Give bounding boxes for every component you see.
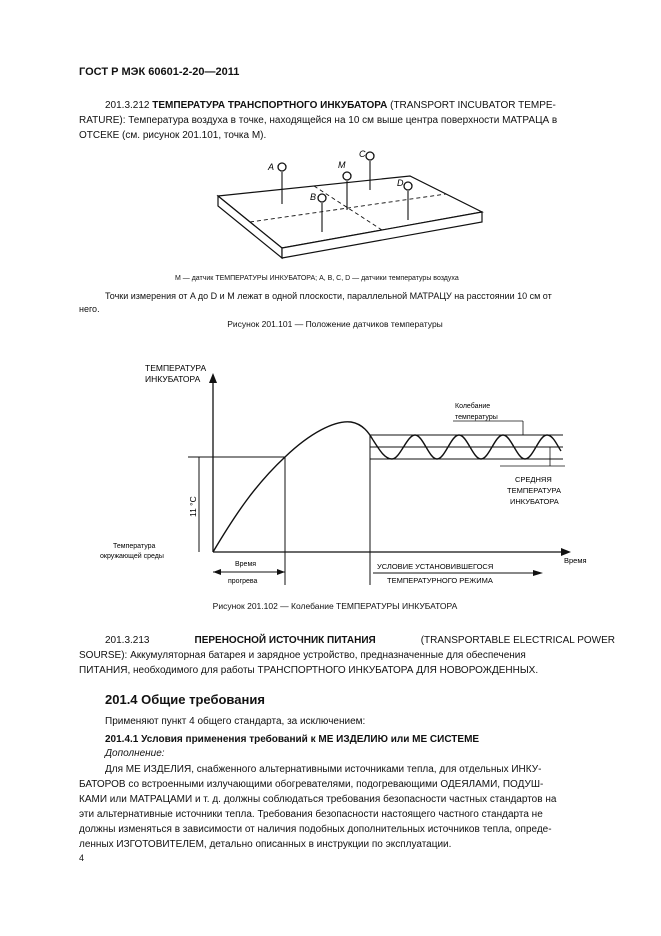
section-body — [79, 762, 615, 852]
y-axis-title-2: ИНКУБАТОРА — [145, 374, 201, 384]
warmup-arrow-right — [277, 569, 285, 575]
body-line-3: КАМИ или МАТРАЦАМИ и т. д. должны соблюдаться требования безопасности частных стандартов на — [79, 794, 557, 805]
sensor-c-icon — [366, 152, 374, 160]
def-213-line3: ПИТАНИЯ, необходимого для работы ТРАНСПОРТНОГО ИНКУБАТОРА ДЛЯ НОВОРОЖДЕННЫХ. — [79, 665, 539, 676]
body-line-1: Для МЕ ИЗДЕЛИЯ, снабженного альтернативными источниками тепла, для отдельных ИНКУ- — [105, 764, 542, 775]
figure-102-caption: Рисунок 201.102 — Колебание ТЕМПЕРАТУРЫ ИНКУБАТОРА — [212, 601, 458, 611]
steady-label-1: УСЛОВИЕ УСТАНОВИВШЕГОСЯ — [377, 562, 494, 571]
sensor-c-label: C — [359, 150, 366, 159]
oscillation-label-2: температуры — [455, 414, 498, 421]
sensor-position-figure — [210, 150, 490, 265]
def-213-term: ПЕРЕНОСНОЙ ИСТОЧНИК ПИТАНИЯ — [194, 635, 376, 646]
x-axis-arrow — [561, 548, 571, 556]
figure-101-note — [79, 290, 615, 316]
definition-213 — [79, 633, 615, 678]
body-line-4: эти альтернативные источники тепла. Требования безопасности настоящего частного стандарта не — [79, 809, 543, 820]
steady-arrow-right — [533, 570, 543, 576]
sensor-d-label: D — [397, 178, 404, 188]
figure-101-legend: M — датчик ТЕМПЕРАТУРЫ ИНКУБАТОРА; A, B, C, D — датчики температуры воздуха — [175, 275, 459, 282]
sensor-a-label: A — [268, 162, 275, 172]
average-label-3: ИНКУБАТОРА — [510, 497, 559, 506]
def-212-term: ТЕМПЕРАТУРА ТРАНСПОРТНОГО ИНКУБАТОРА — [152, 100, 388, 111]
y-axis-arrow — [209, 373, 217, 383]
def-213-line2: SOURSE): Аккумуляторная батарея и зарядное устройство, предназначенные для обеспечения — [79, 650, 526, 661]
document-header: ГОСТ Р МЭК 60601-2-20—2011 — [79, 66, 240, 78]
page-number: 4 — [79, 853, 85, 863]
sensor-b-label: B — [310, 192, 317, 202]
warmup-label-1: Время — [235, 561, 257, 568]
warmup-label-2: прогрева — [228, 578, 258, 585]
section-intro: Применяют пункт 4 общего стандарта, за исключением: — [105, 716, 366, 727]
average-label-1: СРЕДНЯЯ — [515, 475, 552, 484]
warmup-curve — [213, 422, 373, 552]
steady-label-2: ТЕМПЕРАТУРНОГО РЕЖИМА — [387, 576, 493, 585]
def-212-line2: RATURE): Температура воздуха в точке, находящейся на 10 см выше центра поверхности МАТРАЦА в — [79, 115, 558, 126]
ambient-label-2: окружающей среды — [100, 553, 164, 560]
sensor-a-icon — [278, 163, 286, 171]
sensor-m-icon — [343, 172, 351, 180]
figure-101-note-line2: него. — [79, 304, 100, 314]
body-line-6: ленных ИЗГОТОВИТЕЛЕМ, детально описанных в инструкции по эксплуатации. — [79, 839, 452, 850]
warmup-arrow-left — [213, 569, 221, 575]
figure-101-caption: Рисунок 201.101 — Положение датчиков температуры — [227, 319, 443, 329]
average-label-2: ТЕМПЕРАТУРА — [507, 486, 561, 495]
def-213-line1: (TRANSPORTABLE ELECTRICAL POWER — [420, 635, 615, 646]
ambient-label-1: Температура — [113, 543, 156, 550]
sensor-m-label: M — [338, 160, 346, 170]
oscillation-label-1: Колебание — [455, 403, 491, 410]
sensor-b-icon — [318, 194, 326, 202]
def-212-line1: (TRANSPORT INCUBATOR TEMPE- — [390, 100, 556, 111]
body-line-2: БАТОРОВ со встроенными излучающими обогревателями, подогревающими ОДЕЯЛАМИ, ПОДУШ- — [79, 779, 544, 790]
addition-label: Дополнение: — [105, 748, 165, 759]
figure-101-note-line1: Точки измерения от A до D и M лежат в одной плоскости, параллельной МАТРАЦУ на расстоянии 10 см от — [105, 291, 552, 301]
body-line-5: должны изменяться в зависимости от наличия подобных дополнительных источников тепла, опреде- — [79, 824, 552, 835]
subsection-title: 201.4.1 Условия применения требований к МЕ ИЗДЕЛИЮ или МЕ СИСТЕМЕ — [105, 734, 480, 745]
definition-212 — [79, 98, 615, 143]
def-212-line3: ОТСЕКЕ (см. рисунок 201.101, точка M). — [79, 130, 267, 141]
section-title: 201.4 Общие требования — [105, 692, 265, 707]
x-axis-title: Время — [564, 556, 587, 565]
def-213-number: 201.3.213 — [105, 635, 150, 646]
delta-label: 11 °C — [188, 496, 198, 517]
temperature-oscillation-chart — [95, 355, 615, 595]
y-axis-title-1: ТЕМПЕРАТУРА — [145, 363, 207, 373]
sensor-d-icon — [404, 182, 412, 190]
def-212-number: 201.3.212 — [105, 100, 150, 111]
